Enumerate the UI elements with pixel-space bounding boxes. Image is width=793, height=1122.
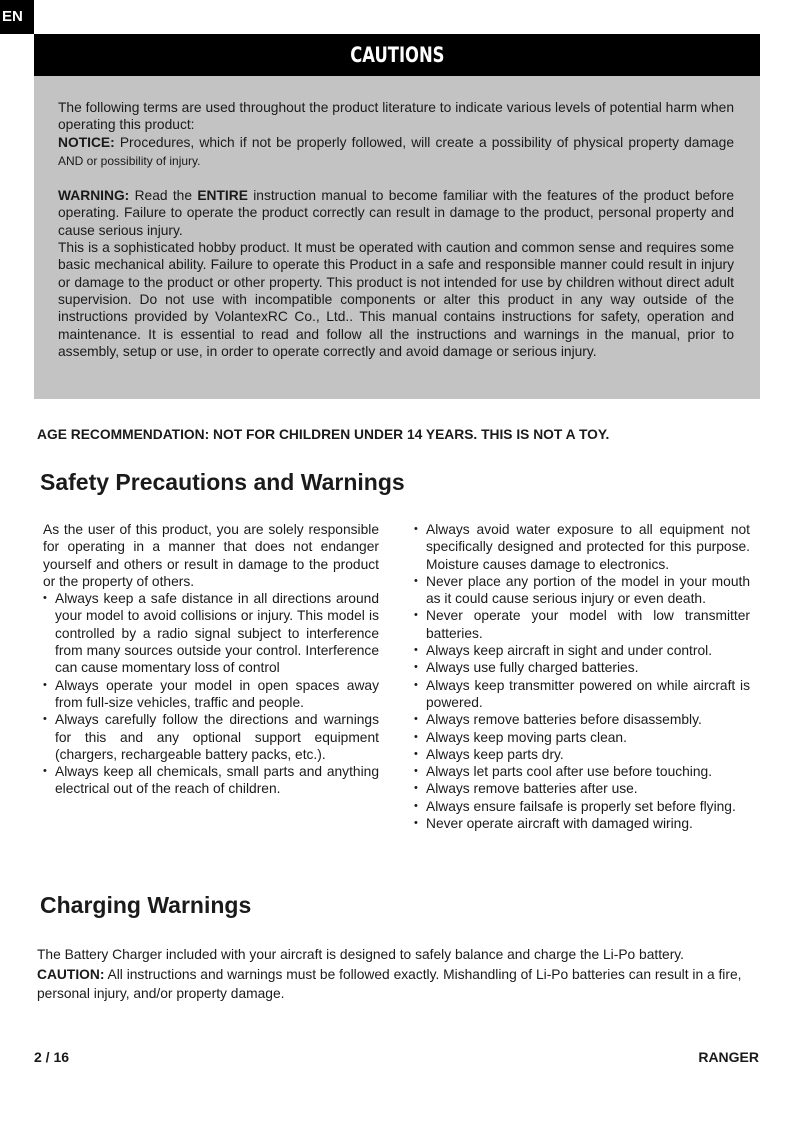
list-item: • Always avoid water exposure to all equipment not specifically designed and protected for this purpose. Moisture causes damage to electronics.	[414, 521, 750, 573]
cautions-title: CAUTIONS	[349, 43, 445, 67]
warning-text-2: instruction manual to become familiar with the features of the product before operating. Failure to operate the product correctly can result in damage to the product, personal property and cause serious injury.	[58, 188, 734, 238]
notice-paragraph	[58, 134, 734, 171]
list-item: • Always keep all chemicals, small parts and anything electrical out of the reach of children.	[43, 763, 379, 798]
list-item: • Always keep parts dry.	[414, 746, 750, 763]
notice-label: NOTICE:	[58, 134, 115, 150]
language-tab	[0, 0, 60, 34]
language-label: EN	[2, 8, 23, 25]
notice-text: Procedures, which if not be properly followed, will create a possibility of physical property damage	[114, 134, 734, 150]
warning-text-1: Read the	[129, 188, 198, 204]
charging-title: Charging Warnings	[40, 892, 252, 918]
safety-left-list	[43, 590, 379, 798]
list-item: • Never operate aircraft with damaged wiring.	[414, 815, 750, 832]
caution-label: CAUTION:	[37, 966, 105, 982]
warning-entire: ENTIRE	[197, 188, 248, 204]
warning-label: WARNING:	[58, 188, 130, 204]
page-number: 2 / 16	[34, 1049, 70, 1065]
notice-tail: AND or possibility of injury.	[58, 153, 201, 168]
charging-text	[37, 945, 752, 1004]
charging-caution	[37, 965, 752, 1004]
list-item: • Never place any portion of the model in your mouth as it could cause serious injury or even death.	[414, 573, 750, 608]
safety-right-list	[414, 521, 750, 832]
tab-notch	[34, 0, 60, 34]
list-item: • Always keep aircraft in sight and under control.	[414, 642, 750, 659]
cautions-intro: The following terms are used throughout the product literature to indicate various levels of potential harm when operating this product:	[58, 100, 734, 133]
list-item: • Always keep a safe distance in all directions around your model to avoid collisions or injury. This model is controlled by a radio signal subject to interference from many sources outside your control. Interference can cause momentary loss of control	[43, 590, 379, 676]
list-item: • Always let parts cool after use before touching.	[414, 763, 750, 780]
warning-paragraph	[58, 187, 734, 239]
warning-paragraph-2: This is a sophisticated hobby product. It must be operated with caution and common sense and requires some basic mechanical ability. Failure to operate this Product in a safe and responsible manner could result in injury or damage to the product or other property. This product is not intended for use by children without direct adult supervision. Do not use with incompatible components or alter this product in any way outside of the instructions provided by VolantexRC Co., Ltd.. This manual contains instructions for safety, operation and maintenance. It is essential to read and follow all the instructions and warnings in the manual, prior to assembly, setup or use, in order to operate correctly and avoid damage or serious injury.	[58, 240, 734, 359]
list-item: • Always use fully charged batteries.	[414, 659, 750, 676]
age-recommendation: AGE RECOMMENDATION: NOT FOR CHILDREN UNDER 14 YEARS. THIS IS NOT A TOY.	[37, 427, 610, 442]
list-item: • Always ensure failsafe is properly set before flying.	[414, 798, 750, 815]
safety-left-column	[43, 521, 379, 798]
list-item: • Always keep transmitter powered on while aircraft is powered.	[414, 677, 750, 712]
list-item: • Never operate your model with low transmitter batteries.	[414, 607, 750, 642]
safety-intro: As the user of this product, you are solely responsible for operating in a manner that does not endanger yourself and others or result in damage to the product or the property of others.	[43, 522, 379, 589]
list-item: • Always carefully follow the directions and warnings for this and any optional support equipment (chargers, rechargeable battery packs, etc.).	[43, 711, 379, 763]
list-item: • Always keep moving parts clean.	[414, 729, 750, 746]
list-item: • Always remove batteries after use.	[414, 780, 750, 797]
list-item: • Always operate your model in open spaces away from full-size vehicles, traffic and people.	[43, 677, 379, 712]
cautions-header	[34, 34, 760, 76]
list-item: • Always remove batteries before disassembly.	[414, 711, 750, 728]
charging-line-1: The Battery Charger included with your aircraft is designed to safely balance and charge the Li-Po battery.	[37, 947, 685, 962]
paragraph-gap	[58, 170, 734, 187]
caution-text: All instructions and warnings must be followed exactly. Mishandling of Li-Po batteries can result in a fire, personal injury, and/or property damage.	[37, 966, 742, 1001]
cautions-box	[34, 76, 760, 399]
safety-title: Safety Precautions and Warnings	[40, 469, 405, 495]
safety-right-column	[414, 521, 750, 832]
model-name: RANGER	[698, 1049, 759, 1065]
